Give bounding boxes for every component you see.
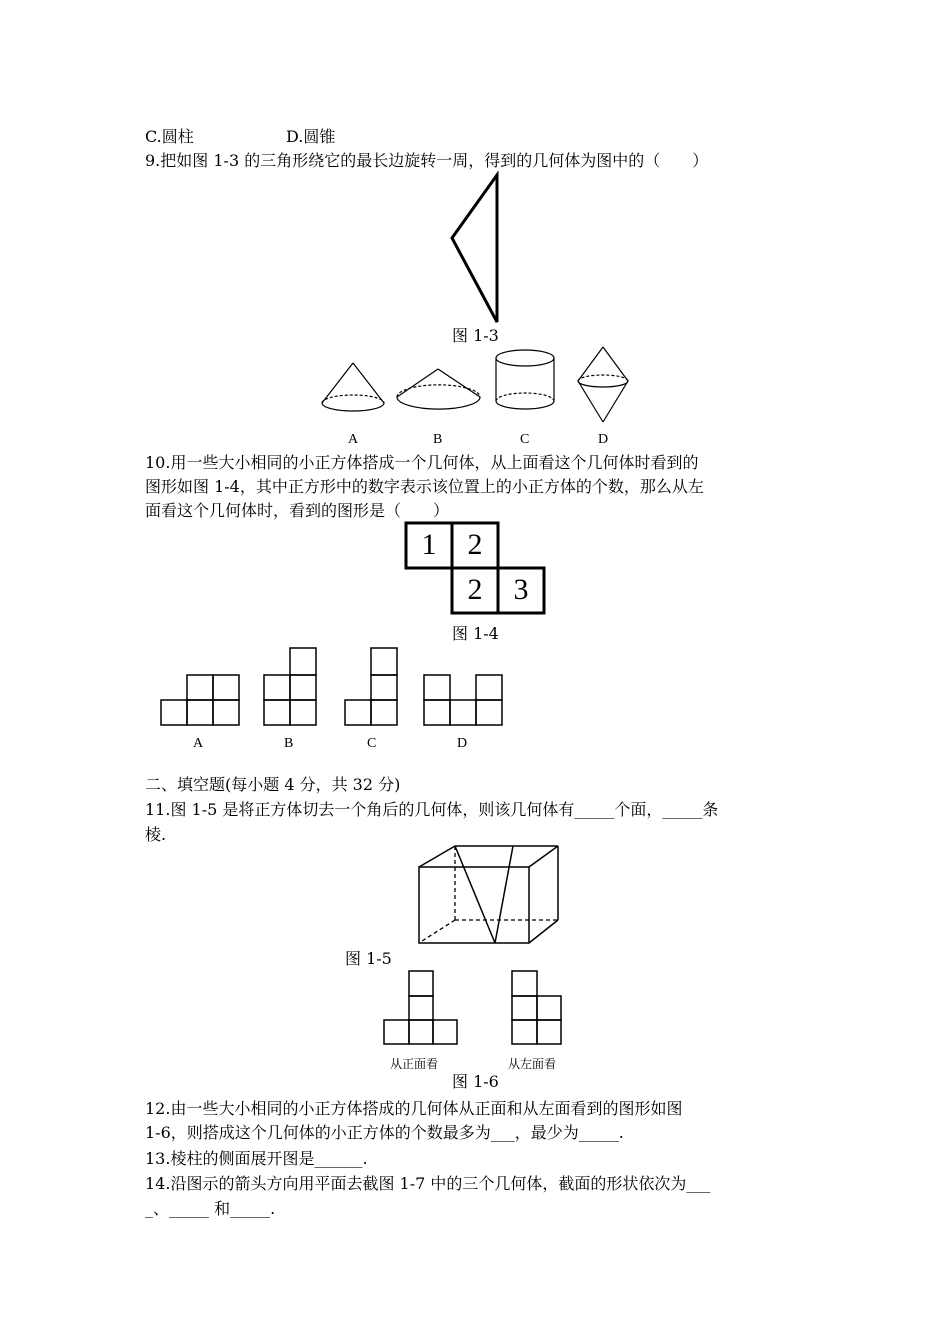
q9-option-c-label: C (520, 432, 530, 447)
fig-1-3-caption: 图 1-3 (452, 326, 499, 345)
q10-option-b-label: B (284, 736, 294, 751)
q8-option-d: D.圆锥 (286, 127, 336, 146)
q11-line-1: 11.图 1-5 是将正方体切去一个角后的几何体，则该几何体有_____个面，_____条 (145, 800, 719, 819)
q9-option-b-label: B (433, 432, 443, 447)
fig-1-6-left-label: 从左面看 (508, 1057, 557, 1071)
q14-line-2: _、_____ 和_____. (145, 1199, 276, 1218)
q11-line-2: 棱. (145, 825, 167, 844)
grid-cell-1: 1 (421, 528, 437, 561)
q10-option-c-label: C (367, 736, 377, 751)
q9-option-a-label: A (348, 432, 359, 447)
q10-line-3: 面看这个几何体时，看到的图形是（ ） (145, 501, 450, 520)
q12-line-2: 1-6，则搭成这个几何体的小正方体的个数最多为___，最少为_____. (145, 1123, 624, 1142)
section-2-heading: 二、填空题(每小题 4 分，共 32 分) (145, 775, 401, 794)
q14-line-1: 14.沿图示的箭头方向用平面去截图 1-7 中的三个几何体，截面的形状依次为___ (145, 1174, 711, 1193)
q10-option-d-label: D (457, 736, 468, 751)
q10-option-a-label: A (193, 736, 204, 751)
grid-cell-3: 2 (467, 573, 483, 606)
q10-line-2: 图形如图 1-4，其中正方形中的数字表示该位置上的小正方体的个数，那么从左 (145, 477, 704, 496)
grid-cell-4: 3 (513, 573, 529, 606)
fig-1-4-caption: 图 1-4 (452, 624, 499, 643)
fig-1-6-front-label: 从正面看 (390, 1057, 439, 1071)
q13-question: 13.棱柱的侧面展开图是______. (145, 1149, 368, 1168)
q10-line-1: 10.用一些大小相同的小正方体搭成一个几何体，从上面看这个几何体时看到的 (145, 453, 699, 472)
fig-1-6-caption: 图 1-6 (452, 1072, 499, 1091)
q9-question: 9.把如图 1-3 的三角形绕它的最长边旋转一周，得到的几何体为图中的（ ） (145, 151, 709, 170)
q12-line-1: 12.由一些大小相同的小正方体搭成的几何体从正面和从左面看到的图形如图 (145, 1099, 683, 1118)
q9-option-d-label: D (598, 432, 609, 447)
grid-cell-2: 2 (467, 528, 483, 561)
fig-1-5-caption: 图 1-5 (345, 949, 392, 968)
q8-option-c: C.圆柱 (145, 127, 194, 146)
